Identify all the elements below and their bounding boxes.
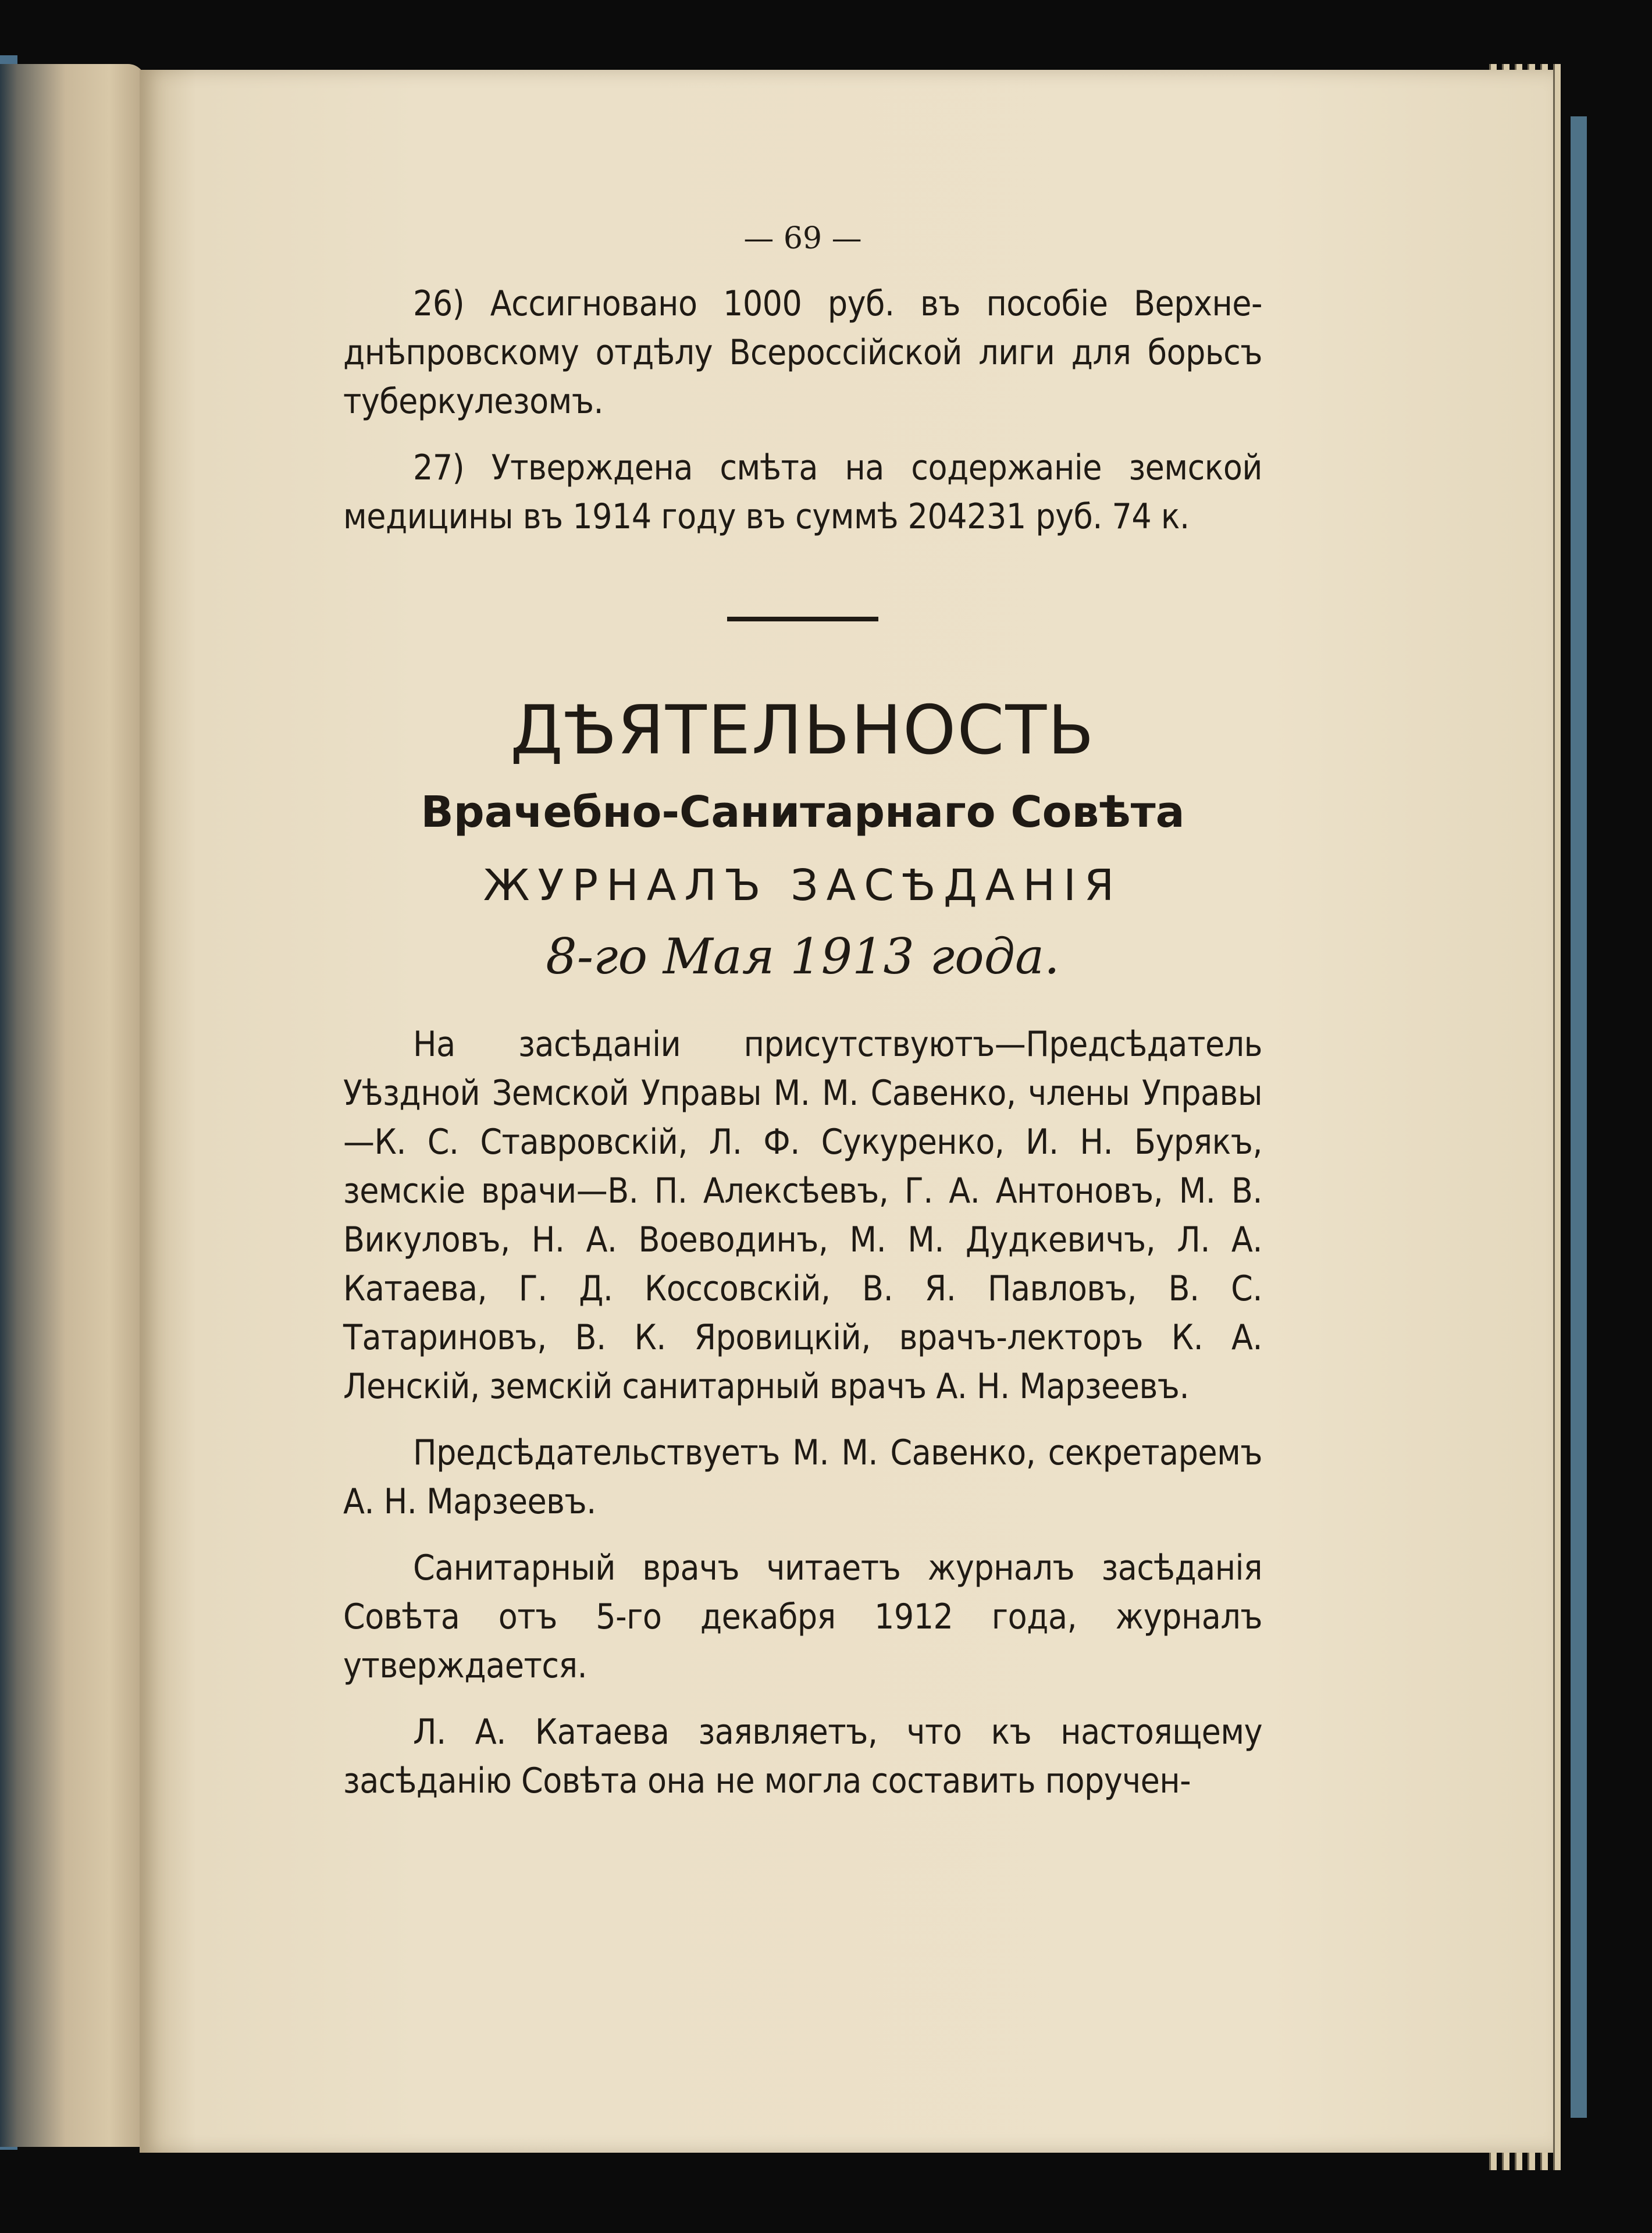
body-paragraph: На засѣданіи присутствуютъ—Предсѣдатель Уѣздной Земской Управы М. М. Савенко, члены Управы —К. С. Ставровскій, Л. Ф. Сукуренко, И. Н. Бурякъ, земскіе врачи—В. П. Алексѣевъ, Г. А. Антоновъ, М. В. Викуловъ, Н. А. Воеводинъ, М. М. Дудкевичъ, Л. А. Катаева, Г. Д. Коссовскій, В. Я. Павловъ, В. С. Татариновъ, В. К. Яровицкій, врачъ-лекторъ К. А. Ленскій, земскій санитарный врачъ А. Н. Марзеевъ. [343, 1024, 1262, 1407]
journal-heading: ЖУРНАЛЪ ЗАСѢДАНІЯ [483, 861, 1123, 911]
meeting-date: 8-го Мая 1913 года. [546, 928, 1060, 985]
body-paragraph: Л. А. Катаева заявляетъ, что къ настоящему засѣданію Совѣта она не могла составить поручен- [343, 1712, 1262, 1801]
section-subtitle: Врачебно-Санитарнаго Совѣта [421, 787, 1185, 837]
section-title: ДѢЯТЕЛЬНОСТЬ [510, 691, 1095, 770]
list-item: 26) Ассигновано 1000 руб. въ пособіе Верхне-днѣпровскому отдѣлу Всероссійской лиги для борьсъ туберкулезомъ. [343, 283, 1262, 422]
list-item: 27) Утверждена смѣта на содержаніе земской медицины въ 1914 году въ суммѣ 204231 руб. 74 к. [343, 447, 1262, 537]
body-paragraph: Санитарный врачъ читаетъ журналъ засѣданія Совѣта отъ 5-го декабря 1912 года, журналъ утверждается. [343, 1548, 1262, 1686]
body-paragraph: Предсѣдательствуетъ М. М. Савенко, секретаремъ А. Н. Марзеевъ. [343, 1432, 1262, 1522]
page-content [343, 221, 1262, 1823]
section-divider [727, 617, 878, 621]
page-number: — 69 — [743, 221, 862, 256]
left-page-edge [0, 64, 145, 2147]
